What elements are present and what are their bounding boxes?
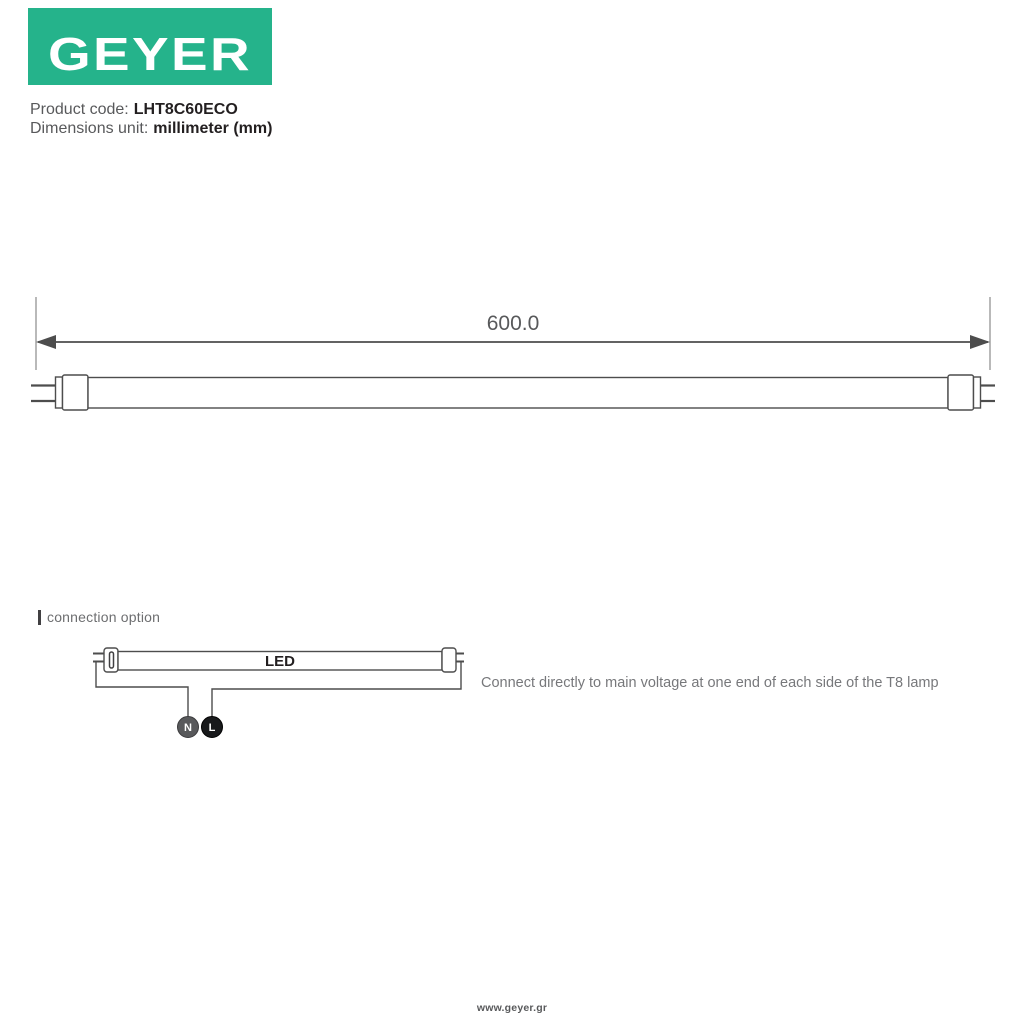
dimension-line [36, 335, 990, 349]
arrowhead-left [36, 335, 56, 349]
led-label: LED [265, 653, 295, 670]
neutral-terminal-label: N [184, 722, 192, 734]
logo-text: GEYER [48, 28, 252, 80]
left-end-cap [63, 375, 89, 410]
dimensions-unit-value: millimeter (mm) [153, 120, 273, 137]
lamp-tube-outline [31, 375, 995, 410]
right-collar [974, 377, 981, 408]
left-collar [56, 377, 63, 408]
live-terminal [202, 717, 223, 738]
connection-section-title [38, 608, 160, 626]
dimensions-unit-row [30, 119, 272, 138]
connection-diagram [0, 640, 1024, 760]
product-code-row [30, 100, 272, 119]
product-code-label: Product code: [30, 101, 129, 118]
section-title-text: connection option [47, 609, 161, 625]
dimensions-unit-label: Dimensions unit: [30, 120, 149, 137]
connection-note: Connect directly to main voltage at one end of each side of the T8 lamp [481, 675, 939, 691]
dimension-length-label: 600.0 [486, 312, 540, 335]
neutral-terminal [178, 717, 199, 738]
arrowhead-right [970, 335, 990, 349]
section-title-bar [38, 610, 41, 625]
right-end-cap [948, 375, 974, 410]
dimension-drawing [0, 290, 1024, 440]
cap-contact-mark [110, 652, 114, 668]
mini-right-cap [442, 648, 456, 672]
live-terminal-label: L [208, 722, 216, 734]
tube-body [88, 378, 948, 409]
footer-website: www.geyer.gr [476, 1002, 548, 1014]
product-code-value: LHT8C60ECO [133, 101, 238, 118]
geyer-logo [28, 8, 272, 85]
product-info [30, 100, 272, 138]
